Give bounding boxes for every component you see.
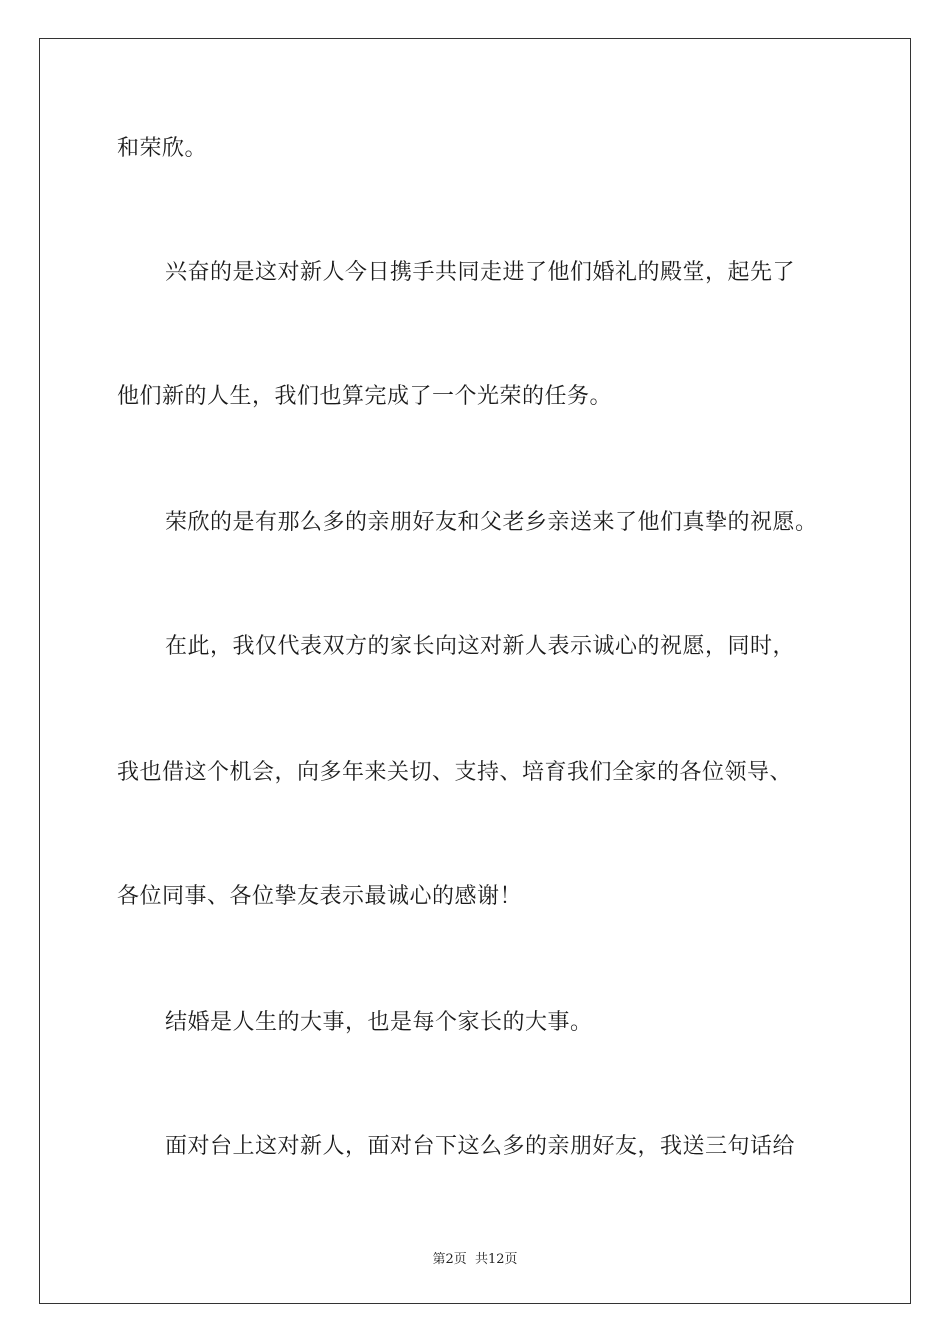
page-border <box>39 38 911 1304</box>
page-number: 第2页 <box>432 1252 467 1267</box>
page-total: 共12页 <box>474 1252 518 1267</box>
text-line-2: 兴奋的是这对新人今日携手共同走进了他们婚礼的殿堂，起先了 <box>165 260 796 285</box>
text-line-3: 他们新的人生，我们也算完成了一个光荣的任务。 <box>117 384 613 409</box>
page-footer <box>0 1248 950 1267</box>
text-line-5: 在此，我仅代表双方的家长向这对新人表示诚心的祝愿，同时， <box>165 634 796 659</box>
text-line-1: 和荣欣。 <box>117 136 208 161</box>
text-line-4: 荣欣的是有那么多的亲朋好友和父老乡亲送来了他们真挚的祝愿。 <box>165 510 818 535</box>
text-line-7: 各位同事、各位挚友表示最诚心的感谢！ <box>117 884 523 909</box>
text-line-9: 面对台上这对新人，面对台下这么多的亲朋好友，我送三句话给 <box>165 1134 796 1159</box>
text-line-8: 结婚是人生的大事，也是每个家长的大事。 <box>165 1010 593 1035</box>
text-line-6: 我也借这个机会，向多年来关切、支持、培育我们全家的各位领导、 <box>117 760 793 785</box>
